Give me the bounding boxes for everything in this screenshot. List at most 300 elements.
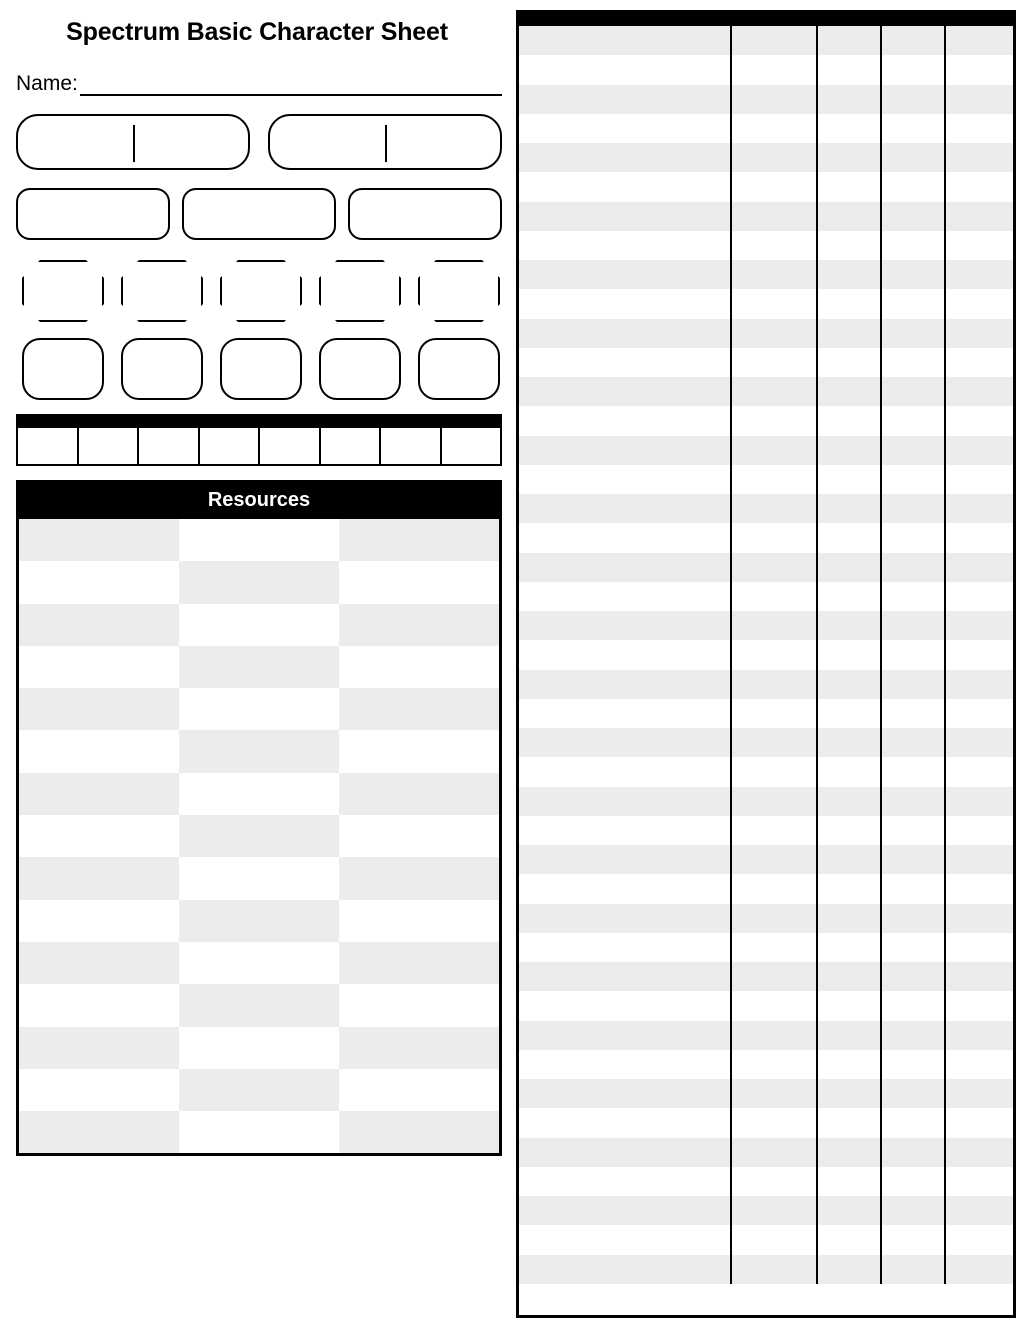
attribute-value-end[interactable] [78, 427, 139, 465]
skill-name-cell [519, 348, 731, 377]
skill-rating-cell[interactable] [945, 640, 1013, 669]
track-will [268, 112, 502, 170]
skill-name-cell [519, 991, 731, 1020]
skill-ranks-cell[interactable] [881, 933, 945, 962]
attributes-value-row [17, 427, 501, 465]
resources-cell[interactable] [19, 688, 179, 730]
skill-deficit-cell [817, 114, 881, 143]
name-field-row [16, 72, 502, 96]
skill-name-cell [519, 1255, 731, 1284]
attribute-value-rea[interactable] [380, 427, 441, 465]
skill-rating-cell[interactable] [945, 289, 1013, 318]
resources-row [19, 561, 499, 603]
skill-rating-cell[interactable] [945, 494, 1013, 523]
resources-row [19, 519, 499, 561]
skill-rating-cell[interactable] [945, 202, 1013, 231]
skill-ranks-cell[interactable] [881, 1167, 945, 1196]
skill-ranks-cell[interactable] [881, 377, 945, 406]
skill-ranks-cell[interactable] [881, 348, 945, 377]
skill-attribute-cell [731, 1108, 817, 1137]
octagon-icon[interactable] [22, 260, 104, 322]
skill-ranks-cell[interactable] [881, 728, 945, 757]
skill-ranks-cell[interactable] [881, 1050, 945, 1079]
skill-rating-cell[interactable] [945, 670, 1013, 699]
resources-cell[interactable] [339, 815, 499, 857]
resources-cell[interactable] [19, 1111, 179, 1153]
resources-cell[interactable] [179, 688, 339, 730]
resources-cell[interactable] [339, 1069, 499, 1111]
movement-input[interactable] [418, 338, 500, 400]
skill-attribute-cell [731, 1079, 817, 1108]
skill-deficit-cell [817, 991, 881, 1020]
skill-rating-cell[interactable] [945, 348, 1013, 377]
skill-rating-cell[interactable] [945, 231, 1013, 260]
skill-name-cell [519, 494, 731, 523]
table-row [519, 699, 1013, 728]
skills-table [519, 13, 1013, 1284]
skill-attribute-cell [731, 436, 817, 465]
skill-ranks-cell[interactable] [881, 1079, 945, 1108]
skill-ranks-cell[interactable] [881, 1225, 945, 1254]
skill-deficit-cell [817, 1138, 881, 1167]
skill-rating-cell[interactable] [945, 26, 1013, 55]
skill-name-cell [519, 582, 731, 611]
resources-row [19, 646, 499, 688]
table-row [519, 1079, 1013, 1108]
resources-cell[interactable] [339, 773, 499, 815]
skill-ranks-cell[interactable] [881, 172, 945, 201]
skill-ranks-cell[interactable] [881, 611, 945, 640]
skill-rating-cell[interactable] [945, 55, 1013, 84]
resources-cell[interactable] [19, 1069, 179, 1111]
attribute-header-fin [138, 415, 199, 427]
resources-cell[interactable] [179, 900, 339, 942]
skill-ranks-cell[interactable] [881, 1021, 945, 1050]
skill-deficit-cell [817, 670, 881, 699]
skill-ranks-cell[interactable] [881, 553, 945, 582]
resources-cell[interactable] [179, 984, 339, 1026]
resources-row [19, 900, 499, 942]
table-row [519, 55, 1013, 84]
resources-cell[interactable] [19, 857, 179, 899]
table-row [519, 787, 1013, 816]
resources-cell[interactable] [179, 519, 339, 561]
resources-cell[interactable] [19, 646, 179, 688]
resources-cell[interactable] [19, 519, 179, 561]
skill-name-cell [519, 933, 731, 962]
skill-rating-cell[interactable] [945, 787, 1013, 816]
skill-ranks-cell[interactable] [881, 114, 945, 143]
resources-row [19, 730, 499, 772]
skill-name-cell [519, 523, 731, 552]
skill-ranks-cell[interactable] [881, 143, 945, 172]
table-row [519, 874, 1013, 903]
skill-ranks-cell[interactable] [881, 319, 945, 348]
page-title: Spectrum Basic Character Sheet [66, 18, 448, 46]
resources-cell[interactable] [19, 815, 179, 857]
octagon-icon[interactable] [319, 260, 401, 322]
resources-cell[interactable] [339, 1027, 499, 1069]
resources-cell[interactable] [339, 646, 499, 688]
skill-ranks-cell[interactable] [881, 816, 945, 845]
skill-name-cell [519, 436, 731, 465]
skill-rating-cell[interactable] [945, 933, 1013, 962]
table-row [519, 1167, 1013, 1196]
skill-attribute-cell [731, 991, 817, 1020]
skill-name-cell [519, 553, 731, 582]
skill-deficit-cell [817, 172, 881, 201]
skill-rating-cell[interactable] [945, 319, 1013, 348]
resources-cell[interactable] [339, 730, 499, 772]
skill-deficit-cell [817, 55, 881, 84]
resources-cell[interactable] [179, 942, 339, 984]
skill-deficit-cell [817, 582, 881, 611]
skill-attribute-cell [731, 1138, 817, 1167]
table-row [519, 670, 1013, 699]
skill-attribute-cell [731, 670, 817, 699]
skill-attribute-cell [731, 319, 817, 348]
skill-rating-cell[interactable] [945, 260, 1013, 289]
track-max-cell[interactable] [133, 116, 248, 168]
skill-deficit-cell [817, 231, 881, 260]
skill-rating-cell[interactable] [945, 904, 1013, 933]
skill-rating-cell[interactable] [945, 523, 1013, 552]
skill-ranks-cell[interactable] [881, 465, 945, 494]
skill-rating-cell[interactable] [945, 582, 1013, 611]
skill-attribute-cell [731, 348, 817, 377]
resources-cell[interactable] [339, 561, 499, 603]
skills-header-rating [945, 13, 1013, 26]
skill-name-cell [519, 816, 731, 845]
skill-ranks-cell[interactable] [881, 699, 945, 728]
resources-cell[interactable] [19, 604, 179, 646]
skill-name-cell [519, 85, 731, 114]
resources-row [19, 688, 499, 730]
skill-deficit-cell [817, 523, 881, 552]
skill-name-cell [519, 465, 731, 494]
skill-attribute-cell [731, 699, 817, 728]
skills-body [519, 26, 1013, 1284]
skill-deficit-cell [817, 260, 881, 289]
resources-cell[interactable] [339, 942, 499, 984]
resources-title: Resources [19, 483, 499, 519]
skill-ranks-cell[interactable] [881, 757, 945, 786]
skill-rating-cell[interactable] [945, 1079, 1013, 1108]
name-label: Name: [16, 72, 78, 95]
skill-name-cell [519, 699, 731, 728]
skill-ranks-cell[interactable] [881, 26, 945, 55]
table-row [519, 348, 1013, 377]
skill-deficit-cell [817, 377, 881, 406]
skill-rating-cell[interactable] [945, 85, 1013, 114]
movement-jog [115, 336, 209, 400]
attribute-header-per [320, 415, 381, 427]
skill-rating-cell[interactable] [945, 553, 1013, 582]
skill-deficit-cell [817, 406, 881, 435]
skill-rating-cell[interactable] [945, 816, 1013, 845]
skill-deficit-cell [817, 933, 881, 962]
attribute-value-per[interactable] [320, 427, 381, 465]
table-row [519, 757, 1013, 786]
resources-row [19, 1069, 499, 1111]
pool-input[interactable] [16, 188, 170, 240]
skill-deficit-cell [817, 904, 881, 933]
resources-cell[interactable] [339, 604, 499, 646]
skill-rating-cell[interactable] [945, 845, 1013, 874]
skill-attribute-cell [731, 904, 817, 933]
resources-cell[interactable] [19, 730, 179, 772]
attribute-value-int[interactable] [199, 427, 260, 465]
table-row [519, 85, 1013, 114]
attribute-value-agi[interactable] [17, 427, 78, 465]
resources-cell[interactable] [179, 730, 339, 772]
skill-rating-cell[interactable] [945, 465, 1013, 494]
table-row [519, 202, 1013, 231]
skill-ranks-cell[interactable] [881, 406, 945, 435]
skill-ranks-cell[interactable] [881, 85, 945, 114]
table-row [519, 1255, 1013, 1284]
resources-cell[interactable] [179, 561, 339, 603]
skill-rating-cell[interactable] [945, 172, 1013, 201]
skill-ranks-cell[interactable] [881, 523, 945, 552]
skill-deficit-cell [817, 465, 881, 494]
skill-rating-cell[interactable] [945, 114, 1013, 143]
skill-attribute-cell [731, 1225, 817, 1254]
resources-cell[interactable] [179, 1069, 339, 1111]
skill-attribute-cell [731, 26, 817, 55]
skill-name-cell [519, 406, 731, 435]
track-current-cell[interactable] [270, 116, 385, 168]
skill-ranks-cell[interactable] [881, 436, 945, 465]
skill-rating-cell[interactable] [945, 1021, 1013, 1050]
octagon-icon[interactable] [418, 260, 500, 322]
table-row [519, 1021, 1013, 1050]
resources-row [19, 942, 499, 984]
table-row [519, 436, 1013, 465]
resources-cell[interactable] [339, 984, 499, 1026]
skill-deficit-cell [817, 874, 881, 903]
skill-deficit-cell [817, 1167, 881, 1196]
skill-name-cell [519, 1225, 731, 1254]
skill-deficit-cell [817, 845, 881, 874]
skill-name-cell [519, 172, 731, 201]
skill-deficit-cell [817, 289, 881, 318]
movement-input[interactable] [121, 338, 203, 400]
resources-cell[interactable] [339, 900, 499, 942]
skill-rating-cell[interactable] [945, 1138, 1013, 1167]
skill-attribute-cell [731, 406, 817, 435]
skill-ranks-cell[interactable] [881, 1196, 945, 1225]
skill-ranks-cell[interactable] [881, 582, 945, 611]
skill-rating-cell[interactable] [945, 874, 1013, 903]
skill-ranks-cell[interactable] [881, 874, 945, 903]
skill-ranks-cell[interactable] [881, 904, 945, 933]
defense-awareness [115, 258, 209, 322]
table-row [519, 728, 1013, 757]
skill-ranks-cell[interactable] [881, 787, 945, 816]
skills-header-attribute [731, 13, 817, 26]
skill-attribute-cell [731, 114, 817, 143]
resources-cell[interactable] [19, 942, 179, 984]
skill-deficit-cell [817, 553, 881, 582]
skill-name-cell [519, 845, 731, 874]
pool-input[interactable] [182, 188, 336, 240]
skill-rating-cell[interactable] [945, 728, 1013, 757]
skill-rating-cell[interactable] [945, 962, 1013, 991]
skill-name-cell [519, 787, 731, 816]
resources-cell[interactable] [179, 815, 339, 857]
skill-ranks-cell[interactable] [881, 231, 945, 260]
skill-name-cell [519, 1167, 731, 1196]
resources-cell[interactable] [19, 1027, 179, 1069]
skill-ranks-cell[interactable] [881, 202, 945, 231]
table-row [519, 1108, 1013, 1137]
octagon-icon[interactable] [121, 260, 203, 322]
skill-deficit-cell [817, 611, 881, 640]
resources-cell[interactable] [19, 900, 179, 942]
skill-name-cell [519, 757, 731, 786]
resources-cell[interactable] [179, 773, 339, 815]
skill-attribute-cell [731, 465, 817, 494]
skill-attribute-cell [731, 728, 817, 757]
skill-deficit-cell [817, 699, 881, 728]
skill-name-cell [519, 1079, 731, 1108]
resources-cell[interactable] [339, 1111, 499, 1153]
skill-attribute-cell [731, 582, 817, 611]
skill-ranks-cell[interactable] [881, 289, 945, 318]
skills-header-ranks [881, 13, 945, 26]
resources-cell[interactable] [179, 1027, 339, 1069]
skill-ranks-cell[interactable] [881, 640, 945, 669]
skills-header-skill [519, 13, 731, 26]
skill-rating-cell[interactable] [945, 1196, 1013, 1225]
skill-deficit-cell [817, 816, 881, 845]
movement-jumph [313, 336, 407, 400]
table-row [519, 1050, 1013, 1079]
resources-cell[interactable] [19, 984, 179, 1026]
skill-rating-cell[interactable] [945, 143, 1013, 172]
skill-rating-cell[interactable] [945, 436, 1013, 465]
skill-attribute-cell [731, 523, 817, 552]
octagon-icon[interactable] [220, 260, 302, 322]
movement-input[interactable] [319, 338, 401, 400]
skill-rating-cell[interactable] [945, 1108, 1013, 1137]
track-current-cell[interactable] [18, 116, 133, 168]
table-row [519, 991, 1013, 1020]
skill-attribute-cell [731, 816, 817, 845]
skill-attribute-cell [731, 1021, 817, 1050]
table-row [519, 26, 1013, 55]
skill-ranks-cell[interactable] [881, 55, 945, 84]
resources-cell[interactable] [179, 646, 339, 688]
skill-ranks-cell[interactable] [881, 670, 945, 699]
resources-cell[interactable] [19, 773, 179, 815]
pool-kismet [16, 186, 170, 240]
resources-row [19, 984, 499, 1026]
resources-cell[interactable] [179, 604, 339, 646]
skill-ranks-cell[interactable] [881, 494, 945, 523]
skill-attribute-cell [731, 85, 817, 114]
skill-rating-cell[interactable] [945, 991, 1013, 1020]
skill-name-cell [519, 231, 731, 260]
skill-ranks-cell[interactable] [881, 962, 945, 991]
skill-name-cell [519, 289, 731, 318]
pool-input[interactable] [348, 188, 502, 240]
skill-name-cell [519, 962, 731, 991]
movement-input[interactable] [22, 338, 104, 400]
skill-ranks-cell[interactable] [881, 1138, 945, 1167]
attribute-header-int [199, 415, 260, 427]
movement-input[interactable] [220, 338, 302, 400]
skill-deficit-cell [817, 1225, 881, 1254]
movement-jumpv [412, 336, 506, 400]
skill-attribute-cell [731, 611, 817, 640]
skill-rating-cell[interactable] [945, 1050, 1013, 1079]
skill-ranks-cell[interactable] [881, 845, 945, 874]
track-max-cell[interactable] [385, 116, 500, 168]
skill-attribute-cell [731, 933, 817, 962]
track-box[interactable] [16, 114, 250, 170]
resources-cell[interactable] [339, 857, 499, 899]
attribute-value-fin[interactable] [138, 427, 199, 465]
resources-cell[interactable] [339, 688, 499, 730]
attribute-value-mar[interactable] [259, 427, 320, 465]
skill-rating-cell[interactable] [945, 1255, 1013, 1284]
skill-name-cell [519, 143, 731, 172]
skill-ranks-cell[interactable] [881, 1255, 945, 1284]
table-row [519, 611, 1013, 640]
skill-ranks-cell[interactable] [881, 991, 945, 1020]
skill-rating-cell[interactable] [945, 1167, 1013, 1196]
skill-name-cell [519, 26, 731, 55]
skill-attribute-cell [731, 1050, 817, 1079]
name-input[interactable] [80, 76, 502, 96]
resources-cell[interactable] [339, 519, 499, 561]
skill-ranks-cell[interactable] [881, 1108, 945, 1137]
skill-ranks-cell[interactable] [881, 260, 945, 289]
resources-cell[interactable] [179, 1111, 339, 1153]
skill-attribute-cell [731, 1255, 817, 1284]
skill-rating-cell[interactable] [945, 1225, 1013, 1254]
skill-name-cell [519, 728, 731, 757]
defense-aegis [16, 258, 110, 322]
attribute-value-str[interactable] [441, 427, 502, 465]
skill-deficit-cell [817, 319, 881, 348]
skill-attribute-cell [731, 1196, 817, 1225]
skill-attribute-cell [731, 172, 817, 201]
resources-cell[interactable] [179, 857, 339, 899]
skill-attribute-cell [731, 260, 817, 289]
skill-deficit-cell [817, 787, 881, 816]
resources-cell[interactable] [19, 561, 179, 603]
resources-body [19, 519, 499, 1153]
skill-rating-cell[interactable] [945, 377, 1013, 406]
skill-deficit-cell [817, 494, 881, 523]
skill-rating-cell[interactable] [945, 611, 1013, 640]
defenses-row [16, 258, 506, 322]
attribute-header-rea [380, 415, 441, 427]
skill-rating-cell[interactable] [945, 406, 1013, 435]
skill-deficit-cell [817, 1255, 881, 1284]
table-row [519, 640, 1013, 669]
table-row [519, 553, 1013, 582]
skill-deficit-cell [817, 436, 881, 465]
track-box[interactable] [268, 114, 502, 170]
skill-rating-cell[interactable] [945, 699, 1013, 728]
skill-rating-cell[interactable] [945, 757, 1013, 786]
skill-name-cell [519, 1138, 731, 1167]
skill-deficit-cell [817, 728, 881, 757]
